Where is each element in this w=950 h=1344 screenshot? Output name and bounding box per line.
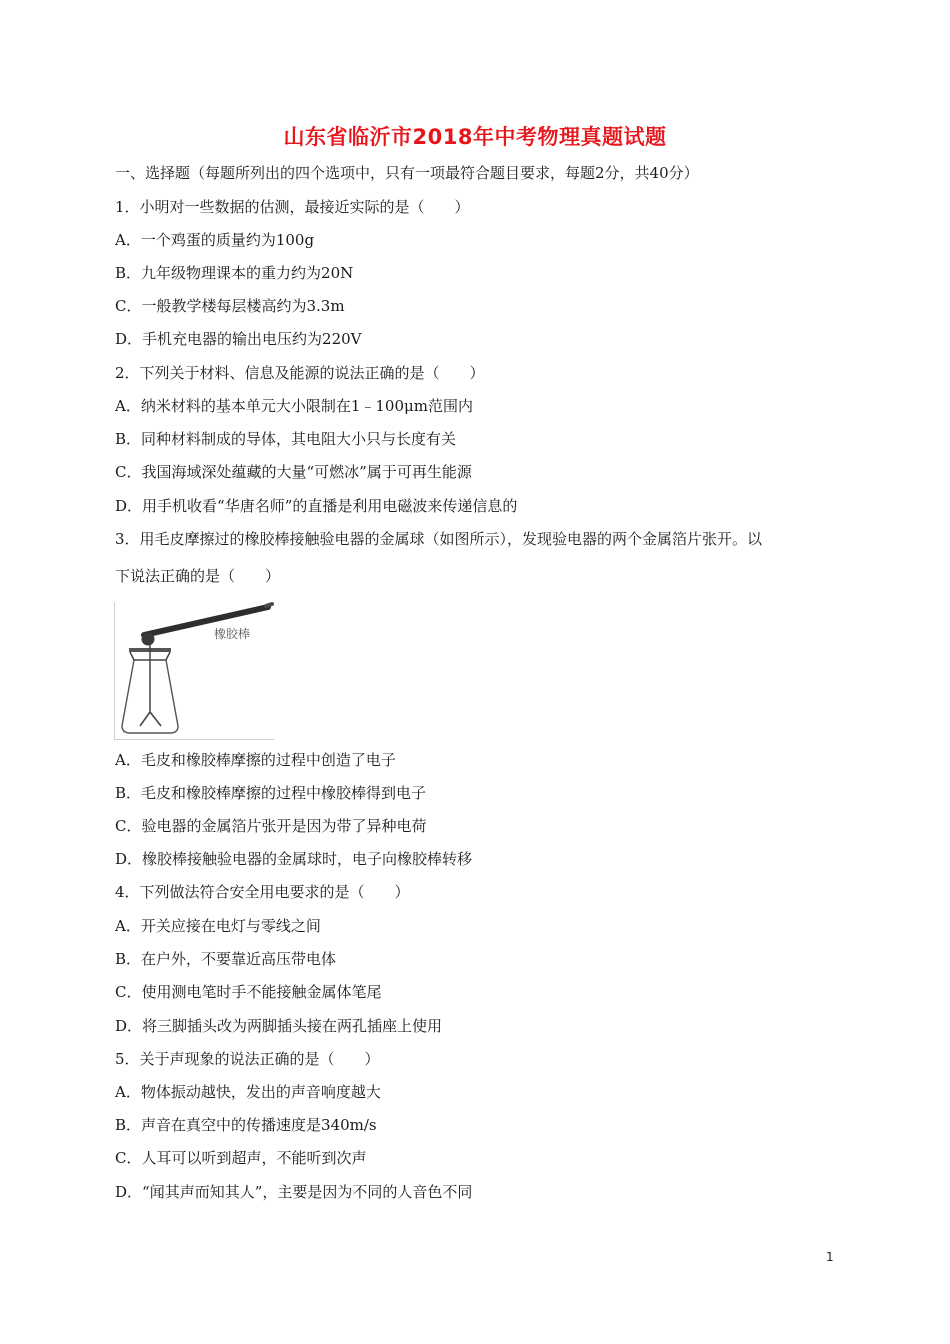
question-3-option-a: A．毛皮和橡胶棒摩擦的过程中创造了电子 <box>115 751 396 769</box>
page-number: 1 <box>826 1250 834 1264</box>
question-5-option-c: C．人耳可以听到超声，不能听到次声 <box>115 1149 367 1167</box>
electroscope-figure <box>114 602 274 740</box>
question-4-option-c: C．使用测电笔时手不能接触金属体笔尾 <box>115 983 382 1001</box>
question-2-option-c: C．我国海域深处蕴藏的大量“可燃冰”属于可再生能源 <box>115 463 472 481</box>
question-2-option-a: A．纳米材料的基本单元大小限制在1﹣100μm范围内 <box>115 397 473 415</box>
section-heading: 一、选择题（每题所列出的四个选项中，只有一项最符合题目要求，每题2分，共40分） <box>115 164 699 182</box>
question-4-stem: 4．下列做法符合安全用电要求的是（ ） <box>115 883 410 901</box>
question-4-option-a: A．开关应接在电灯与零线之间 <box>115 917 321 935</box>
question-2-option-b: B．同种材料制成的导体，其电阻大小只与长度有关 <box>115 430 457 448</box>
question-5-stem: 5．关于声现象的说法正确的是（ ） <box>115 1050 380 1068</box>
question-3-stem-line1: 3．用毛皮摩擦过的橡胶棒接触验电器的金属球（如图所示），发现验电器的两个金属箔片张开。以 <box>115 530 763 548</box>
question-1-option-c: C．一般教学楼每层楼高约为3.3m <box>115 297 345 315</box>
question-3-stem-line2: 下说法正确的是（ ） <box>115 567 281 585</box>
question-1-option-a: A．一个鸡蛋的质量约为100g <box>115 231 315 249</box>
question-5-option-a: A．物体振动越快，发出的声音响度越大 <box>115 1083 381 1101</box>
question-3-option-b: B．毛皮和橡胶棒摩擦的过程中橡胶棒得到电子 <box>115 784 427 802</box>
question-2-option-d: D．用手机收看“华唐名师”的直播是利用电磁波来传递信息的 <box>115 497 518 515</box>
question-1-option-b: B．九年级物理课本的重力约为20N <box>115 264 354 282</box>
question-3-option-d: D．橡胶棒接触验电器的金属球时，电子向橡胶棒转移 <box>115 850 473 868</box>
question-2-stem: 2．下列关于材料、信息及能源的说法正确的是（ ） <box>115 364 485 382</box>
rod-label: 橡胶棒 <box>214 627 251 641</box>
question-4-option-d: D．将三脚插头改为两脚插头接在两孔插座上使用 <box>115 1017 443 1035</box>
question-4-option-b: B．在户外，不要靠近高压带电体 <box>115 950 337 968</box>
question-1-stem: 1．小明对一些数据的估测，最接近实际的是（ ） <box>115 198 470 216</box>
page-title: 山东省临沂市2018年中考物理真题试题 <box>283 125 667 149</box>
question-5-option-b: B．声音在真空中的传播速度是340m/s <box>115 1116 377 1134</box>
question-3-option-c: C．验电器的金属箔片张开是因为带了异种电荷 <box>115 817 427 835</box>
question-5-option-d: D．“闻其声而知其人”，主要是因为不同的人音色不同 <box>115 1183 473 1201</box>
question-1-option-d: D．手机充电器的输出电压约为220V <box>115 330 362 348</box>
